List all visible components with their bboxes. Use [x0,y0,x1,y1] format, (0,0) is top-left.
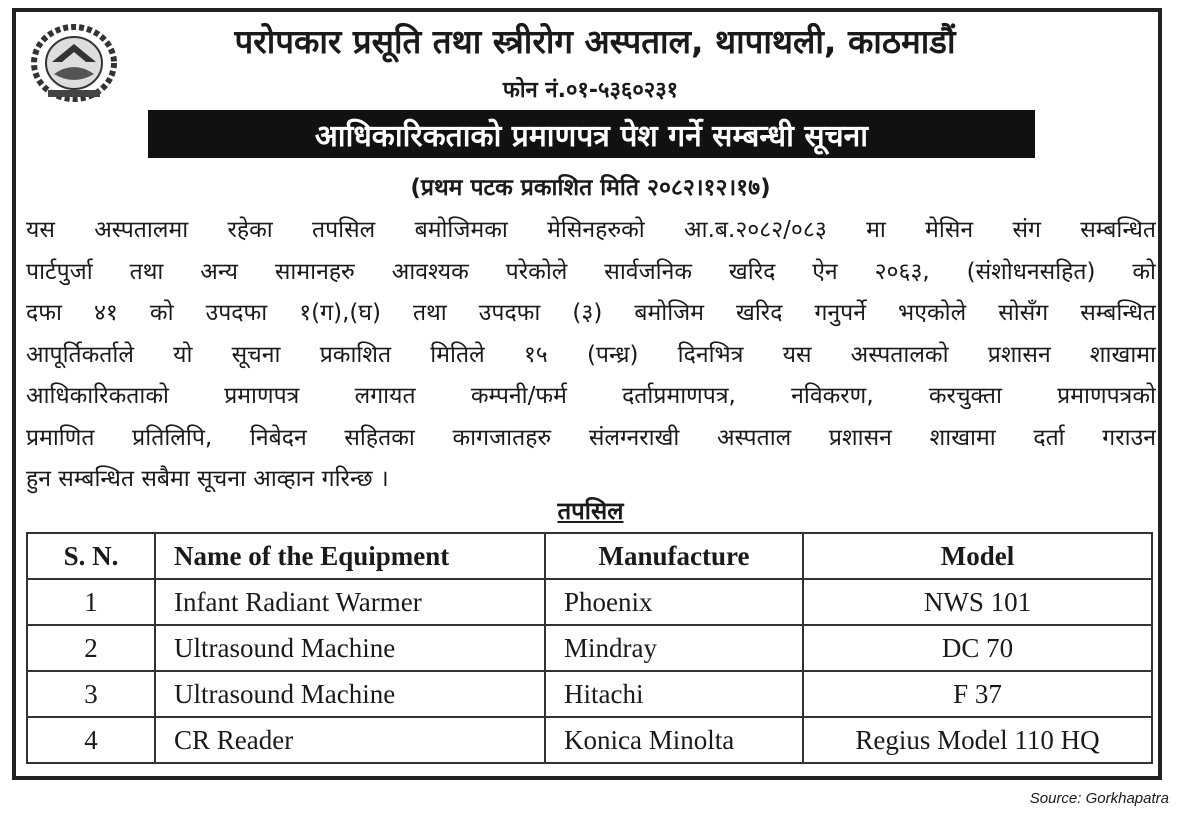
cell-equipment: Infant Radiant Warmer [155,579,545,625]
cell-model: DC 70 [803,625,1152,671]
body-line: आपूर्तिकर्ताले यो सूचना प्रकाशित मितिले १५ (पन्ध्र) दिनभित्र यस अस्पतालको प्रशासन शाखामा [26,341,1156,368]
cell-sn: 1 [27,579,155,625]
body-line: यस अस्पतालमा रहेका तपसिल बमोजिमका मेसिनहरुको आ.ब.२०८२/०८३ मा मेसिन संग सम्बन्धित [26,217,1156,243]
body-line: आधिकारिकताको प्रमाणपत्र लगायत कम्पनी/फर्म दर्ताप्रमाणपत्र, नविकरण, करचुक्ता प्रमाणपत्रको [26,383,1156,409]
cell-equipment: Ultrasound Machine [155,625,545,671]
cell-model: Regius Model 110 HQ [803,717,1152,763]
source-credit: Source: Gorkhapatra [1029,790,1169,807]
body-line: हुन सम्बन्धित सबैमा सूचना आव्हान गरिन्छ । [26,466,389,492]
table-row [27,625,1152,671]
cell-sn: 3 [27,671,155,717]
header-equipment: Name of the Equipment [155,533,545,579]
cell-equipment: Ultrasound Machine [155,671,545,717]
body-line: प्रमाणित प्रतिलिपि, निबेदन सहितका कागजातहरु संलग्नराखी अस्पताल प्रशासन शाखामा दर्ता गराउन [26,424,1156,451]
cell-manufacture: Konica Minolta [545,717,803,763]
cell-manufacture: Hitachi [545,671,803,717]
header-sn: S. N. [27,533,155,579]
equipment-table [26,532,1153,764]
phone-number: फोन नं.०१-५३६०२३१ [502,78,679,103]
body-line: दफा ४१ को उपदफा १(ग),(घ) तथा उपदफा (३) बमोजिम खरिद गनुपर्ने भएकोले सोसँग सम्बन्धित [26,300,1156,326]
cell-model: NWS 101 [803,579,1152,625]
header-model: Model [803,533,1152,579]
notice-title: आधिकारिकताको प्रमाणपत्र पेश गर्ने सम्बन्धी सूचना [314,118,869,154]
cell-model: F 37 [803,671,1152,717]
table-header-row [27,533,1152,579]
table-heading: तपसिल [557,497,624,525]
table-row [27,671,1152,717]
cell-sn: 2 [27,625,155,671]
cell-manufacture: Phoenix [545,579,803,625]
cell-equipment: CR Reader [155,717,545,763]
table-row [27,717,1152,763]
table-row [27,579,1152,625]
publish-date: (प्रथम पटक प्रकाशित मिति २०८२।१२।१७) [410,175,771,201]
cell-sn: 4 [27,717,155,763]
body-line: पार्टपुर्जा तथा अन्य सामानहरु आवश्यक परेकोले सार्वजनिक खरिद ऐन २०६३, (संशोधनसहित) को [26,258,1156,285]
notice-body [26,210,1156,501]
cell-manufacture: Mindray [545,625,803,671]
notice-title-banner [148,110,1035,158]
organization-name: परोपकार प्रसूति तथा स्त्रीरोग अस्पताल, थापाथली, काठमाडौं [234,22,956,61]
header-manufacture: Manufacture [545,533,803,579]
